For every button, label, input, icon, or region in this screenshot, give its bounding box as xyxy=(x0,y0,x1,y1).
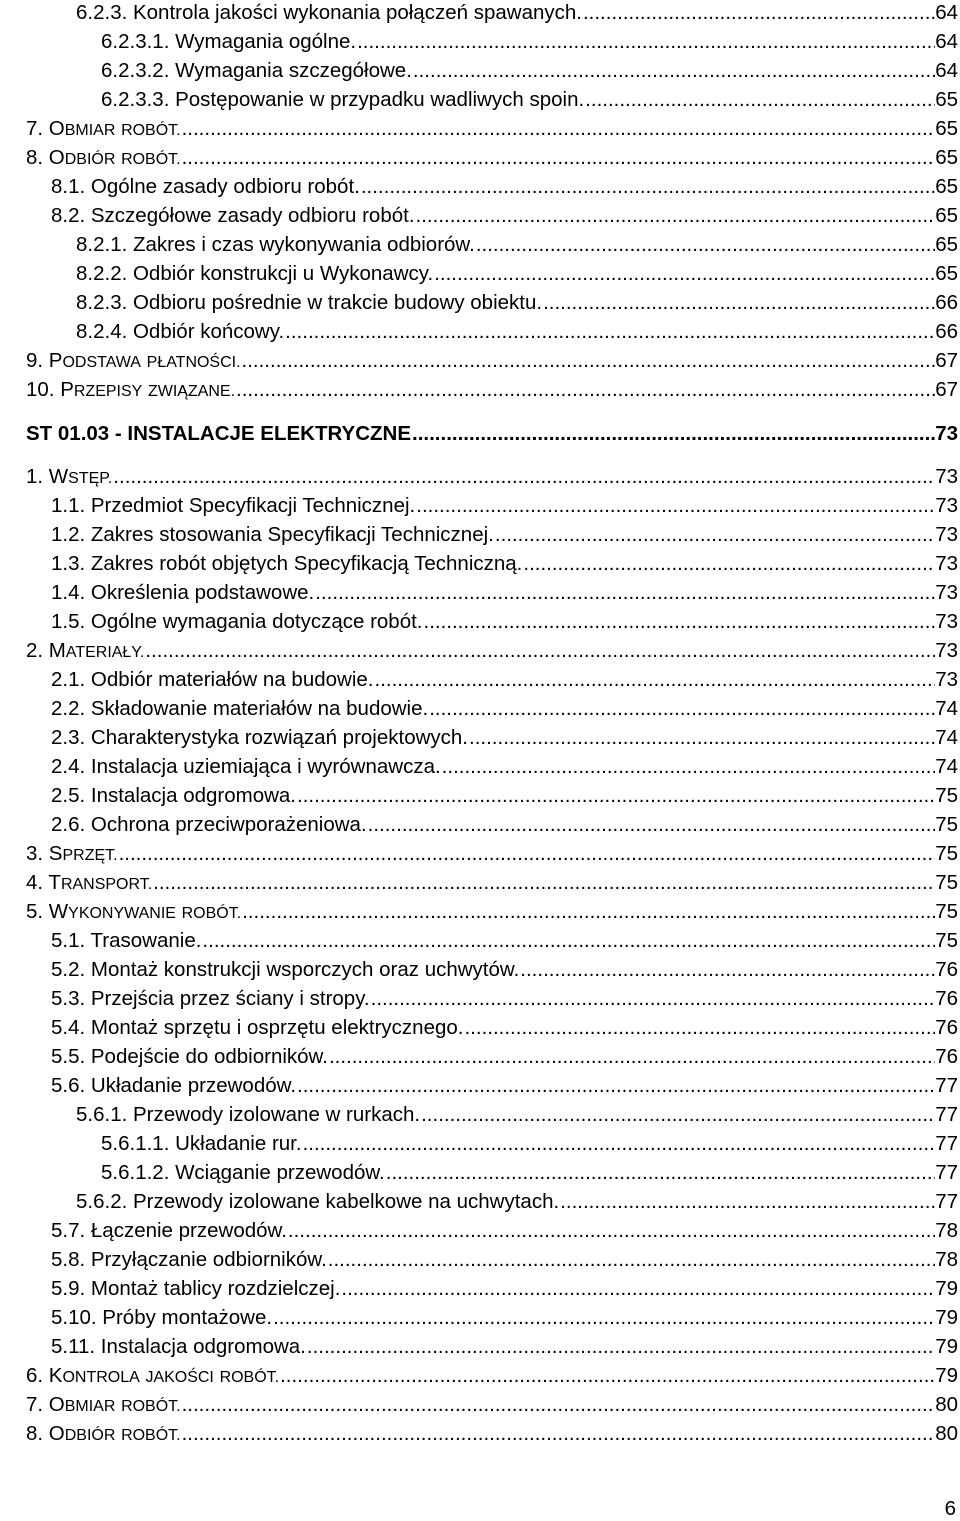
toc-entry-caps-title: ODBIÓR ROBÓT. xyxy=(48,1422,181,1445)
dot-leader xyxy=(420,1103,935,1127)
toc-entry-title-text: 5.10. Próby montażowe. xyxy=(51,1306,273,1329)
toc-entry[interactable] xyxy=(26,871,960,897)
toc-entry-caps-title: MATERIAŁY. xyxy=(48,639,145,662)
toc-entry[interactable] xyxy=(26,349,960,375)
toc-entry-title-text: 1.1. Przedmiot Specyfikacji Technicznej. xyxy=(51,494,416,517)
toc-entry-title-text: ST 01.03 - INSTALACJE ELEKTRYCZNE xyxy=(26,422,412,445)
toc-entry[interactable] xyxy=(51,175,960,199)
toc-entry-title-text: 5.9. Montaż tablicy rozdzielczej. xyxy=(51,1277,341,1300)
toc-entry-page: 73 xyxy=(935,422,958,445)
toc-entry[interactable] xyxy=(51,581,960,605)
toc-entry-number: 2. xyxy=(26,639,49,662)
toc-entry-title-text: 2.4. Instalacja uziemiająca i wyrównawcza. xyxy=(51,755,441,778)
toc-entry-title-text: 2.1. Odbiór materiałów na budowie. xyxy=(51,668,374,691)
toc-entry[interactable] xyxy=(26,465,960,491)
toc-entry-number: 7. xyxy=(26,1393,49,1416)
toc-entry-title xyxy=(51,929,201,953)
dot-leader xyxy=(328,1045,935,1069)
toc-entry-title xyxy=(26,871,152,897)
dot-leader xyxy=(411,422,935,446)
toc-entry-number: 9. xyxy=(26,349,49,372)
toc-entry-title xyxy=(51,1277,340,1301)
toc-entry-page: 73 xyxy=(935,639,958,662)
toc-entry-title-text: 5.5. Podejście do odbiorników. xyxy=(51,1045,328,1068)
toc-entry-number: 8. xyxy=(26,146,49,169)
toc-entry-number: 4. xyxy=(26,871,49,894)
toc-entry-page: 64 xyxy=(935,59,958,82)
toc-entry-title-text: 2.2. Składowanie materiałów na budowie. xyxy=(51,697,429,720)
toc-entry[interactable] xyxy=(76,1103,960,1127)
toc-entry-title xyxy=(51,1045,328,1069)
toc-entry[interactable] xyxy=(51,552,960,576)
dot-leader xyxy=(412,59,935,83)
toc-entry-number: 6. xyxy=(26,1364,49,1387)
toc-entry-title-text: 2.6. Ochrona przeciwporażeniowa. xyxy=(51,813,367,836)
toc-entry-page: 75 xyxy=(935,871,958,894)
toc-entry-page: 75 xyxy=(935,842,958,865)
dot-leader xyxy=(559,1190,935,1214)
dot-leader xyxy=(306,1335,935,1359)
toc-entry-page: 75 xyxy=(935,784,958,807)
toc-entry-page: 77 xyxy=(935,1074,958,1097)
toc-entry-caps-title: WSTĘP. xyxy=(48,465,113,488)
toc-entry-title xyxy=(26,146,181,172)
toc-entry-title-text: 5.7. Łączenie przewodów. xyxy=(51,1219,287,1242)
dot-leader xyxy=(494,523,935,547)
toc-entry[interactable] xyxy=(51,755,960,779)
toc-entry-title xyxy=(26,422,411,446)
toc-entry-title xyxy=(26,1364,279,1390)
toc-entry[interactable] xyxy=(26,1422,960,1448)
dot-leader xyxy=(415,494,935,518)
toc-entry-title xyxy=(51,204,415,228)
toc-entry-number: 10. xyxy=(26,378,61,401)
toc-entry[interactable] xyxy=(76,262,960,286)
toc-entry[interactable] xyxy=(76,320,960,344)
toc-entry-caps-title: OBMIAR ROBÓT. xyxy=(48,1393,181,1416)
dot-leader xyxy=(428,697,935,721)
toc-entry-page: 66 xyxy=(935,291,958,314)
dot-leader xyxy=(374,668,936,692)
toc-entry-page: 73 xyxy=(935,552,958,575)
toc-entry-title-text: 8.2.1. Zakres i czas wykonywania odbiorów. xyxy=(76,233,475,256)
dot-leader xyxy=(181,146,936,170)
toc-entry-title xyxy=(51,581,314,605)
toc-entry-title-text: 2.3. Charakterystyka rozwiązań projektowych. xyxy=(51,726,469,749)
toc-entry[interactable] xyxy=(51,1016,960,1040)
toc-entry-title xyxy=(26,842,118,868)
toc-entry-title xyxy=(51,726,468,750)
toc-entry[interactable] xyxy=(51,987,960,1011)
toc-entry-page: 73 xyxy=(935,610,958,633)
toc-entry-page: 75 xyxy=(935,813,958,836)
toc-entry-page: 79 xyxy=(935,1277,958,1300)
toc-entry-caps-title: OBMIAR ROBÓT. xyxy=(48,117,181,140)
toc-entry[interactable] xyxy=(76,233,960,257)
toc-entry-title-text: 6.2.3.3. Postępowanie w przypadku wadliwych spoin. xyxy=(101,88,585,111)
toc-entry-number: 7. xyxy=(26,117,49,140)
toc-entry-caps-title: PODSTAWA PŁATNOŚCI. xyxy=(48,349,241,372)
toc-entry-page: 65 xyxy=(935,233,958,256)
toc-entry-title xyxy=(26,349,241,375)
toc-entry-title xyxy=(51,668,374,692)
toc-entry-page: 67 xyxy=(935,349,958,372)
toc-entry[interactable] xyxy=(51,523,960,547)
toc-entry-page: 65 xyxy=(935,204,958,227)
dot-leader xyxy=(302,1132,936,1156)
toc-entry-title xyxy=(51,1335,306,1359)
toc-entry[interactable] xyxy=(101,1132,960,1156)
toc-entry[interactable] xyxy=(51,813,960,837)
dot-leader xyxy=(296,784,935,808)
toc-entry-page: 64 xyxy=(935,30,958,53)
toc-entry-title xyxy=(26,465,112,491)
toc-entry-title-text: 1.4. Określenia podstawowe. xyxy=(51,581,315,604)
toc-entry[interactable] xyxy=(76,1190,960,1214)
toc-entry-caps-title: SPRZĘT. xyxy=(48,842,118,865)
toc-entry-title xyxy=(51,755,441,779)
toc-entry-title xyxy=(76,233,475,257)
toc-entry[interactable] xyxy=(51,1248,960,1272)
toc-entry[interactable] xyxy=(51,697,960,721)
toc-entry-title xyxy=(51,958,519,982)
toc-entry-page: 80 xyxy=(935,1422,958,1445)
toc-entry-title xyxy=(76,262,433,286)
toc-entry-page: 65 xyxy=(935,117,958,140)
toc-entry-number: 8. xyxy=(26,1422,49,1445)
toc-entry-page: 78 xyxy=(935,1248,958,1271)
toc-entry-title-text: 8.2.2. Odbiór konstrukcji u Wykonawcy. xyxy=(76,262,434,285)
toc-entry-number: 3. xyxy=(26,842,49,865)
toc-entry-title-text: 8.1. Ogólne zasady odbioru robót. xyxy=(51,175,360,198)
toc-entry-title-text: 5.2. Montaż konstrukcji wsporczych oraz uchwytów. xyxy=(51,958,520,981)
toc-entry-page: 75 xyxy=(935,900,958,923)
dot-leader xyxy=(287,1219,935,1243)
toc-entry-page: 77 xyxy=(935,1190,958,1213)
toc-entry[interactable] xyxy=(101,30,960,54)
toc-entry-title-text: 5.6. Układanie przewodów. xyxy=(51,1074,297,1097)
toc-entry-page: 67 xyxy=(935,378,958,401)
dot-leader xyxy=(519,958,935,982)
dot-leader xyxy=(433,262,935,286)
toc-entry-title-text: 8.2. Szczegółowe zasady odbioru robót. xyxy=(51,204,415,227)
toc-entry-page: 66 xyxy=(935,320,958,343)
toc-entry-page: 77 xyxy=(935,1103,958,1126)
toc-entry-title-text: 6.2.3. Kontrola jakości wykonania połączeń spawanych. xyxy=(76,1,582,24)
toc-entry-title xyxy=(51,697,428,721)
toc-entry-page: 74 xyxy=(935,755,958,778)
toc-entry-title xyxy=(101,1161,385,1185)
toc-entry-page: 80 xyxy=(935,1393,958,1416)
toc-entry-title xyxy=(51,610,423,634)
dot-leader xyxy=(241,349,936,373)
toc-entry-caps-title: WYKONYWANIE ROBÓT. xyxy=(48,900,242,923)
toc-entry-page: 77 xyxy=(935,1161,958,1184)
toc-entry-title-text: 5.4. Montaż sprzętu i osprzętu elektrycznego. xyxy=(51,1016,464,1039)
toc-entry-caps-title: ODBIÓR ROBÓT. xyxy=(48,146,181,169)
toc-entry-page: 76 xyxy=(935,1016,958,1039)
toc-entry-title xyxy=(26,1393,181,1419)
dot-leader xyxy=(441,755,936,779)
dot-leader xyxy=(522,552,935,576)
toc-entry-title xyxy=(51,523,494,547)
toc-entry-number: 5. xyxy=(26,900,49,923)
dot-leader xyxy=(340,1277,935,1301)
toc-entry[interactable] xyxy=(26,842,960,868)
toc-entry-title xyxy=(51,784,296,808)
dot-leader xyxy=(272,1306,935,1330)
toc-entry-title xyxy=(26,900,241,926)
toc-entry-title-text: 5.6.1. Przewody izolowane w rurkach. xyxy=(76,1103,421,1126)
toc-entry-page: 79 xyxy=(935,1364,958,1387)
toc-entry[interactable] xyxy=(76,1,960,25)
toc-entry[interactable] xyxy=(51,958,960,982)
toc-entry[interactable] xyxy=(51,1335,960,1359)
dot-leader xyxy=(241,900,935,924)
dot-leader xyxy=(279,1364,935,1388)
toc-entry-page: 73 xyxy=(935,465,958,488)
page-number: 6 xyxy=(944,1497,956,1520)
dot-leader xyxy=(201,929,935,953)
toc-entry[interactable] xyxy=(101,59,960,83)
toc-entry-title xyxy=(101,30,356,54)
toc-entry-title xyxy=(51,494,415,518)
dot-leader xyxy=(152,871,935,895)
toc-entry-page: 73 xyxy=(935,668,958,691)
toc-entry[interactable] xyxy=(26,900,960,926)
toc-entry-page: 64 xyxy=(935,1,958,24)
toc-entry-title xyxy=(26,639,144,665)
toc-entry[interactable] xyxy=(51,784,960,808)
toc-entry-title xyxy=(51,1248,327,1272)
toc-entry-title xyxy=(51,813,367,837)
toc-entry-title-text: 8.2.3. Odbioru pośrednie w trakcie budowy obiektu. xyxy=(76,291,543,314)
toc-entry-number: 1. xyxy=(26,465,49,488)
toc-entry-page: 79 xyxy=(935,1335,958,1358)
toc-entry-title xyxy=(26,117,181,143)
dot-leader xyxy=(584,88,935,112)
toc-entry[interactable] xyxy=(51,494,960,518)
toc-entry-title xyxy=(51,987,370,1011)
toc-entry-page: 76 xyxy=(935,958,958,981)
toc-entry[interactable] xyxy=(101,88,960,112)
toc-entry-page: 79 xyxy=(935,1306,958,1329)
toc-entry-page: 76 xyxy=(935,1045,958,1068)
dot-leader xyxy=(181,1393,936,1417)
toc-entry[interactable] xyxy=(51,610,960,634)
toc-entry-page: 65 xyxy=(935,175,958,198)
dot-leader xyxy=(415,204,936,228)
toc-entry-title-text: 5.6.1.1. Układanie rur. xyxy=(101,1132,302,1155)
dot-leader xyxy=(181,117,936,141)
dot-leader xyxy=(423,610,936,634)
toc-entry-title-text: 1.5. Ogólne wymagania dotyczące robót. xyxy=(51,610,423,633)
toc-entry-page: 77 xyxy=(935,1132,958,1155)
toc-entry-title xyxy=(76,1103,420,1127)
toc-entry[interactable] xyxy=(51,1219,960,1243)
dot-leader xyxy=(360,175,935,199)
toc-entry-title xyxy=(51,1219,287,1243)
toc-entry-page: 73 xyxy=(935,523,958,546)
toc-entry-title-text: 5.6.1.2. Wciąganie przewodów. xyxy=(101,1161,385,1184)
toc-entry-title-text: 6.2.3.2. Wymagania szczegółowe. xyxy=(101,59,412,82)
toc-entry-title xyxy=(101,1132,302,1156)
toc-entry[interactable] xyxy=(51,204,960,228)
toc-entry-title xyxy=(76,320,284,344)
dot-leader xyxy=(582,1,935,25)
dot-leader xyxy=(144,639,935,663)
toc-entry-title xyxy=(101,59,412,83)
dot-leader xyxy=(118,842,936,866)
toc-entry[interactable] xyxy=(26,639,960,665)
toc-entry-caps-title: KONTROLA JAKOŚCI ROBÓT. xyxy=(48,1364,280,1387)
toc-entry-title xyxy=(101,88,584,112)
dot-leader xyxy=(468,726,935,750)
toc-entry-title xyxy=(51,1016,463,1040)
toc-entry-caps-title: TRANSPORT. xyxy=(48,871,153,894)
toc-entry[interactable] xyxy=(51,668,960,692)
toc-entry-title xyxy=(26,378,235,404)
dot-leader xyxy=(296,1074,935,1098)
dot-leader xyxy=(463,1016,935,1040)
toc-entry-page: 76 xyxy=(935,987,958,1010)
dot-leader xyxy=(181,1422,936,1446)
toc-entry[interactable] xyxy=(51,1074,960,1098)
dot-leader xyxy=(235,378,935,402)
toc-entry[interactable] xyxy=(101,1161,960,1185)
toc-entry[interactable] xyxy=(26,1364,960,1390)
toc-entry-page: 65 xyxy=(935,146,958,169)
dot-leader xyxy=(112,465,935,489)
toc-entry[interactable] xyxy=(51,1306,960,1330)
toc-entry-title xyxy=(76,1,582,25)
toc-entry-title-text: 5.6.2. Przewody izolowane kabelkowe na uchwytach. xyxy=(76,1190,560,1213)
dot-leader xyxy=(356,30,935,54)
toc-entry[interactable] xyxy=(51,1045,960,1069)
toc-entry-title-text: 5.11. Instalacja odgromowa. xyxy=(51,1335,306,1358)
toc-entry-title-text: 8.2.4. Odbiór końcowy. xyxy=(76,320,285,343)
toc-entry-title-text: 5.3. Przejścia przez ściany i stropy. xyxy=(51,987,370,1010)
toc-entry[interactable] xyxy=(51,929,960,953)
toc-entry[interactable] xyxy=(51,1277,960,1301)
toc-entry[interactable] xyxy=(51,726,960,750)
toc-entry-page: 73 xyxy=(935,494,958,517)
toc-entry-title-text: 5.8. Przyłączanie odbiorników. xyxy=(51,1248,327,1271)
toc-entry[interactable] xyxy=(76,291,960,315)
toc-entry-title-text: 1.3. Zakres robót objętych Specyfikacją Techniczną. xyxy=(51,552,523,575)
toc-entry-title xyxy=(51,552,522,576)
toc-entry-title-text: 1.2. Zakres stosowania Specyfikacji Technicznej. xyxy=(51,523,494,546)
toc-entry-page: 73 xyxy=(935,581,958,604)
toc-entry-title-text: 2.5. Instalacja odgromowa. xyxy=(51,784,296,807)
dot-leader xyxy=(327,1248,935,1272)
dot-leader xyxy=(367,813,936,837)
dot-leader xyxy=(284,320,935,344)
toc-entry-title xyxy=(76,1190,559,1214)
toc-entry[interactable] xyxy=(26,146,960,172)
toc-entry[interactable] xyxy=(26,378,960,404)
toc-entry-page: 65 xyxy=(935,262,958,285)
toc-entry[interactable] xyxy=(26,1393,960,1419)
toc-entry-page: 74 xyxy=(935,726,958,749)
toc-entry-page: 75 xyxy=(935,929,958,952)
toc-entry-title xyxy=(76,291,542,315)
dot-leader xyxy=(314,581,935,605)
dot-leader xyxy=(385,1161,935,1185)
toc-entry-page: 78 xyxy=(935,1219,958,1242)
toc-entry-title xyxy=(26,1422,181,1448)
toc-entry[interactable] xyxy=(26,117,960,143)
toc-entry-page: 65 xyxy=(935,88,958,111)
toc-entry-title xyxy=(51,175,360,199)
toc-entry-page: 74 xyxy=(935,697,958,720)
dot-leader xyxy=(542,291,935,315)
toc-entry-title xyxy=(51,1306,272,1330)
dot-leader xyxy=(475,233,935,257)
toc-entry-title-text: 6.2.3.1. Wymagania ogólne. xyxy=(101,30,357,53)
toc-entry[interactable] xyxy=(26,422,960,446)
toc-entry-title xyxy=(51,1074,296,1098)
dot-leader xyxy=(370,987,936,1011)
toc-entry-title-text: 5.1. Trasowanie. xyxy=(51,929,202,952)
toc-entry-caps-title: PRZEPISY ZWIĄZANE. xyxy=(60,378,236,401)
